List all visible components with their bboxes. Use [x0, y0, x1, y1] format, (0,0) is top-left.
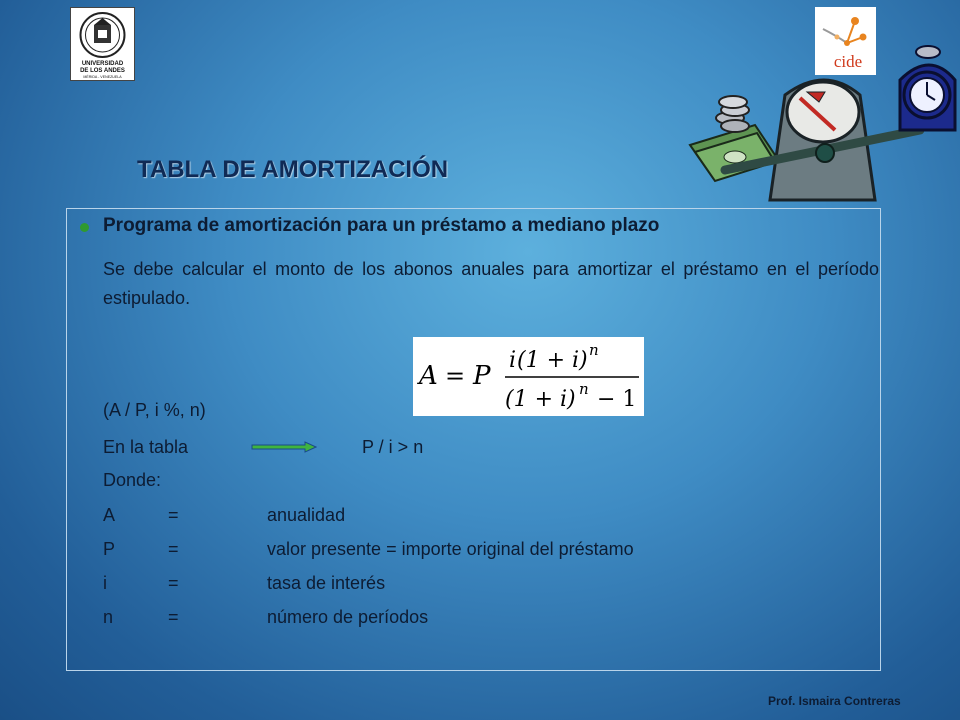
- annuity-formula: [413, 337, 644, 416]
- formula-lhs: A: [419, 361, 438, 391]
- right-arrow-icon: [251, 441, 317, 453]
- money-scale-clock-clipart: [685, 40, 960, 210]
- definition-symbol: i: [103, 573, 107, 593]
- formula-svg: [413, 337, 644, 416]
- logo-text-2: DE LOS ANDES: [80, 68, 125, 74]
- formula-den-exp: n: [579, 380, 589, 398]
- bullet-icon: [80, 223, 89, 232]
- formula-den-paren: (1 + i): [505, 387, 576, 412]
- formula-num-i: i: [509, 348, 517, 373]
- description-paragraph: Se debe calcular el monto de los abonos anuales para amortizar el préstamo en el período estipulado.: [103, 259, 879, 308]
- definition-meaning: anualidad: [267, 505, 346, 525]
- formula-den-minus: − 1: [597, 387, 637, 412]
- definition-equals: =: [168, 505, 179, 525]
- definition-meaning: valor presente = importe original del préstamo: [267, 539, 634, 559]
- definition-symbol: n: [103, 607, 114, 627]
- university-logo: [70, 7, 135, 81]
- table-ref-label: En la tabla: [103, 437, 189, 457]
- slide-title: TABLA DE AMORTIZACIÓN: [137, 156, 449, 183]
- definition-equals: =: [168, 607, 179, 627]
- author-footer: Prof. Ismaira Contreras: [768, 694, 901, 708]
- logo-text-3: MÉRIDA - VENEZUELA: [83, 75, 122, 79]
- formula-equals: =: [445, 362, 466, 390]
- definition-equals: =: [168, 539, 179, 559]
- formula-num-exp: n: [589, 341, 599, 359]
- definition-symbol: P: [103, 539, 116, 559]
- clock-icon: [900, 46, 955, 130]
- donde-label: Donde:: [103, 470, 162, 490]
- definition-equals: =: [168, 573, 179, 593]
- coins-icon: [716, 96, 749, 132]
- logo-text-1: UNIVERSIDAD: [81, 61, 124, 67]
- factor-notation: (A / P, i %, n): [103, 400, 206, 420]
- formula-num-paren: (1 + i): [517, 348, 588, 373]
- definition-meaning: número de períodos: [267, 607, 429, 627]
- table-ref-value: P / i > n: [362, 437, 424, 457]
- formula-p: P: [473, 361, 491, 391]
- definition-meaning: tasa de interés: [267, 573, 386, 593]
- university-seal-icon: [71, 8, 134, 80]
- section-heading: Programa de amortización para un préstamo a mediano plazo: [103, 215, 660, 236]
- definition-symbol: A: [103, 505, 116, 525]
- cide-text: cide: [833, 52, 863, 71]
